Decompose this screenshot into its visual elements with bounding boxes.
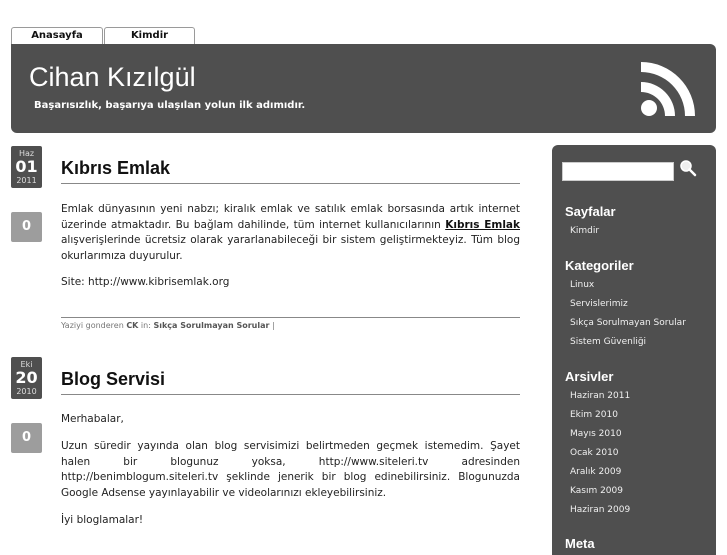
sidebar-archive-item[interactable]: Kasım 2009: [570, 486, 623, 496]
post-date-badge: [11, 357, 42, 399]
post-divider: [61, 317, 520, 318]
sidebar-archive-item[interactable]: Aralık 2009: [570, 467, 622, 477]
tab-kimdir[interactable]: Kimdir: [104, 27, 195, 44]
sidebar-archive-item[interactable]: Ekim 2010: [570, 410, 618, 420]
sidebar-archive-item[interactable]: Ocak 2010: [570, 448, 619, 458]
sidebar-item-sss[interactable]: Sıkça Sorulmayan Sorular: [570, 318, 686, 328]
post-date-year: 2011: [16, 176, 37, 185]
sidebar-item-kimdir[interactable]: Kimdir: [570, 226, 600, 236]
post-date-badge: [11, 146, 42, 188]
post-divider: [61, 394, 520, 395]
post-text: alışverişlerinde ücretsiz olarak yararlanabileceği bir sistem geliştirmekteyiz. Tüm blog okurlarımıza duyurulur.: [61, 234, 520, 262]
sidebar-heading-categories: Kategoriler: [565, 258, 634, 273]
post-meta: [61, 321, 275, 330]
post-paragraph: [61, 202, 520, 264]
sidebar: [552, 145, 716, 555]
post-date-month: Haz: [18, 149, 35, 158]
post-title[interactable]: Kıbrıs Emlak: [61, 158, 171, 178]
comment-count-badge[interactable]: 0: [11, 423, 42, 453]
post-date-year: 2010: [16, 387, 37, 396]
sidebar-item-sistem-guvenligi[interactable]: Sistem Güvenliği: [570, 337, 647, 347]
post-paragraph: Site: http://www.kibrisemlak.org: [61, 276, 230, 288]
post-date-day: 20: [15, 368, 38, 387]
sidebar-archive-item[interactable]: Mayıs 2010: [570, 429, 622, 439]
post-date-month: Eki: [20, 360, 33, 369]
sidebar-item-servislerimiz[interactable]: Servislerimiz: [570, 299, 628, 309]
search-icon[interactable]: [679, 159, 697, 177]
sidebar-heading-pages: Sayfalar: [565, 204, 616, 219]
post-divider: [61, 183, 520, 184]
meta-in: in:: [138, 321, 154, 330]
post-paragraph: Uzun süredir yayında olan blog servisimizi belirtmeden geçmek istemedim. Şayet halen bir blogunuz yoksa, http://www.siteleri.tv adresinden http://benimblogum.siteleri.tv şeklinde jenerik bir blog edinebilirsiniz. Blogunuzda Google Adsense yayınlayabilir ve videolarınızı ekleyebilirsiniz.: [61, 440, 520, 499]
comment-count-badge[interactable]: 0: [11, 212, 42, 242]
site-title[interactable]: Cihan Kızılgül: [29, 62, 196, 92]
kibris-emlak-link[interactable]: Kıbrıs Emlak: [445, 218, 520, 231]
sidebar-item-linux[interactable]: Linux: [570, 280, 595, 290]
tab-anasayfa[interactable]: Anasayfa: [11, 27, 103, 44]
post-paragraph: Merhabalar,: [61, 413, 124, 425]
sidebar-heading-archives: Arsivler: [565, 369, 614, 384]
post-date-day: 01: [15, 157, 38, 176]
site-tagline: Başarısızlık, başarıya ulaşılan yolun ilk adımıdır.: [34, 100, 306, 111]
meta-category-link[interactable]: Sıkça Sorulmayan Sorular: [153, 321, 270, 330]
meta-author: CK: [126, 321, 139, 330]
sidebar-archive-item[interactable]: Haziran 2009: [570, 505, 631, 515]
post-text: Emlak dünyasının yeni nabzı; kiralık emlak ve satılık emlak borsasında artık internet üzerinde atmaktadır. Bu bağlam dahilinde, tüm internet kullanıcılarının: [61, 203, 520, 231]
rss-icon[interactable]: [641, 62, 695, 116]
sidebar-heading-meta: Meta: [565, 536, 595, 551]
site-header: [11, 44, 716, 133]
sidebar-archive-item[interactable]: Haziran 2011: [570, 391, 631, 401]
meta-prefix: Yaziyi gonderen: [61, 321, 127, 330]
meta-sep: |: [269, 321, 275, 330]
search-input[interactable]: [562, 162, 674, 181]
post-paragraph: İyi bloglamalar!: [61, 514, 144, 526]
post-title[interactable]: Blog Servisi: [61, 369, 166, 389]
